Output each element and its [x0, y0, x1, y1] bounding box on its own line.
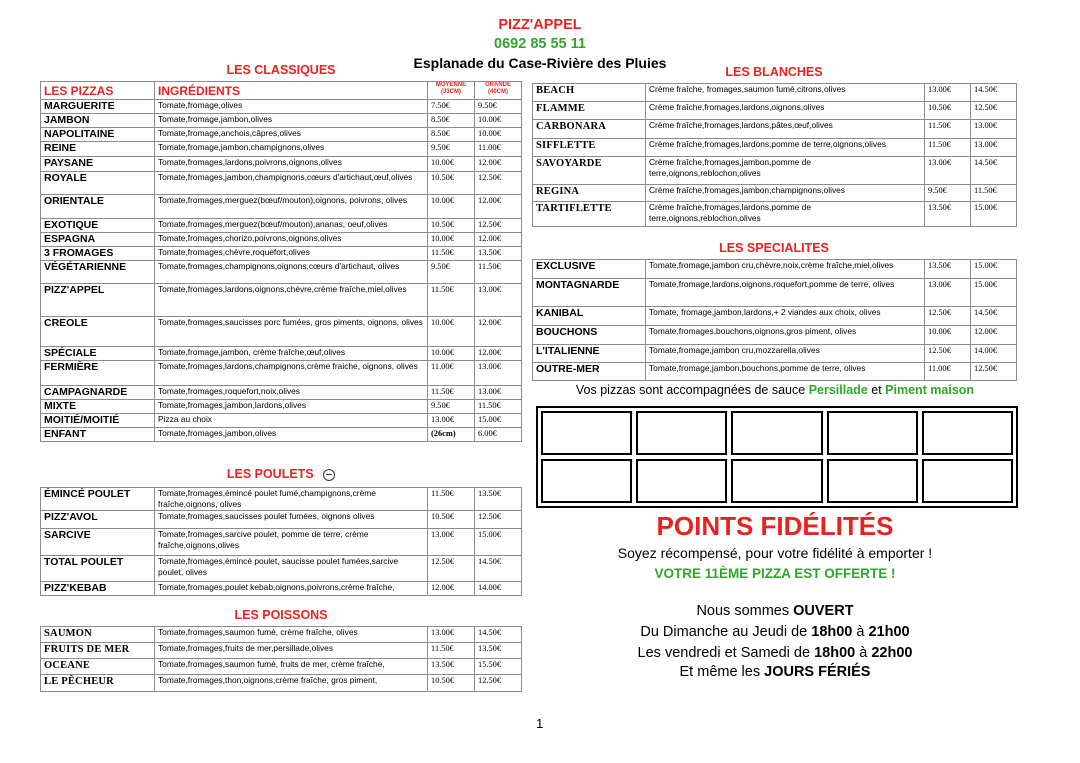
price-grande: 14.50€ — [971, 84, 1017, 102]
sauce-line — [520, 383, 1030, 397]
pizza-ingredients: Tomate,fromages,jambon,lardons,olives — [155, 400, 428, 414]
pizza-name: CAMPAGNARDE — [41, 386, 155, 400]
classiques-title: LES CLASSIQUES — [226, 63, 336, 77]
price-moyenne: 13.00€ — [428, 414, 475, 428]
pizza-ingredients: Tomate,fromages,roquefort,noix,olives — [155, 386, 428, 400]
price-grande: 9.50€ — [475, 100, 522, 114]
pizza-ingredients: Tomate,fromages,chorizo,poivrons,oignons,olives — [155, 233, 428, 247]
poissons-title: LES POISSONS — [234, 608, 328, 622]
price-moyenne: 11.50€ — [428, 488, 475, 511]
price-moyenne: 7.50€ — [428, 100, 475, 114]
menu-row — [533, 84, 1017, 102]
pizza-ingredients: Tomate,fromages,sarcive poulet, pomme de terre, crème fraîche,oignons,olives — [155, 529, 428, 556]
menu-row — [41, 386, 522, 400]
menu-row — [41, 347, 522, 361]
menu-row — [41, 643, 522, 659]
pizza-ingredients: Crème fraîche,fromages,lardons,pomme de terre,oignons,olives — [646, 139, 925, 157]
pizza-name: PAYSANE — [41, 157, 155, 172]
col-ingredients-header: INGRÉDIENTS — [155, 82, 428, 100]
price-moyenne: 12.50€ — [925, 307, 971, 326]
menu-row — [533, 279, 1017, 307]
specialites-title: LES SPECIALITES — [719, 241, 829, 255]
pizza-name: ROYALE — [41, 172, 155, 195]
pizza-name: OUTRE-MER — [533, 363, 646, 381]
pizza-name: FERMIÈRE — [41, 361, 155, 386]
pizza-name: SIFFLETTE — [533, 139, 646, 157]
pizza-ingredients: Tomate,fromage,jambon cru,chèvre,noix,crème fraîche,miel,olives — [646, 260, 925, 279]
pizza-ingredients: Tomate,fromages,fruits de mer,persillade,olives — [155, 643, 428, 659]
price-grande: 12.50€ — [475, 172, 522, 195]
price-moyenne: 13.50€ — [428, 659, 475, 675]
menu-row — [41, 317, 522, 347]
price-moyenne: 11.50€ — [925, 120, 971, 139]
fidelite-line1: Soyez récompensé, pour votre fidélité à emporter ! — [617, 545, 933, 561]
fidelite-line2: VOTRE 11ÈME PIZZA EST OFFERTE ! — [654, 566, 896, 581]
col-pizzas-header: LES PIZZAS — [41, 82, 155, 100]
sauce-piment: Piment maison — [885, 383, 975, 397]
price-moyenne: 9.50€ — [925, 185, 971, 202]
fidelite-title: POINTS FIDÉLITÉS — [656, 511, 894, 541]
pizza-ingredients: Crème fraîche,fromages,lardons,oignons,olives — [646, 102, 925, 120]
menu-row — [41, 247, 522, 261]
price-moyenne: 10.00€ — [428, 157, 475, 172]
poissons-table — [40, 626, 522, 692]
pizza-name: BEACH — [533, 84, 646, 102]
menu-row — [41, 659, 522, 675]
price-grande: 13.50€ — [475, 643, 522, 659]
price-grande: 15.00€ — [971, 260, 1017, 279]
pizza-ingredients: Tomate,fromage,olives — [155, 100, 428, 114]
price-moyenne: 12.50€ — [428, 556, 475, 582]
poulets-title-wrap — [40, 467, 522, 481]
menu-row — [41, 675, 522, 692]
menu-row — [41, 114, 522, 128]
loyalty-stamp-grid — [536, 406, 1018, 508]
pizza-name: SAVOYARDE — [533, 157, 646, 185]
stamp-box — [636, 411, 727, 455]
pizza-ingredients: Crème fraîche,fromages,lardons,pâtes,œuf,olives — [646, 120, 925, 139]
pizza-name: ENFANT — [41, 428, 155, 442]
price-grande: 11.50€ — [475, 261, 522, 284]
hours-line4: Et même les JOURS FÉRIÉS — [679, 664, 871, 680]
menu-row — [533, 185, 1017, 202]
pizza-ingredients: Tomate,fromages,saumon fumé, fruits de mer, crème fraîche, — [155, 659, 428, 675]
menu-row — [41, 556, 522, 582]
phone-number: 0692 85 55 11 — [494, 36, 586, 52]
stamp-box — [827, 411, 918, 455]
page-number: 1 — [536, 716, 544, 731]
menu-row — [41, 195, 522, 219]
pizza-name: NAPOLITAINE — [41, 128, 155, 142]
poulets-title: LES POULETS — [226, 467, 314, 481]
price-moyenne: 11.00€ — [925, 363, 971, 381]
sauce-prefix: Vos pizzas sont accompagnées de sauce — [575, 383, 809, 397]
price-moyenne: 13.50€ — [925, 260, 971, 279]
price-grande: 14.50€ — [475, 627, 522, 643]
price-moyenne: 11.50€ — [428, 643, 475, 659]
pizza-ingredients: Tomate,fromages,jambon,olives — [155, 428, 428, 442]
price-grande: 14.50€ — [971, 157, 1017, 185]
pizza-name: MIXTE — [41, 400, 155, 414]
price-grande: 15.00€ — [475, 414, 522, 428]
pizza-name: FRUITS DE MER — [41, 643, 155, 659]
price-grande: 12.00€ — [475, 195, 522, 219]
pizza-name: PIZZ'KEBAB — [41, 582, 155, 596]
pizza-ingredients: Tomate,fromages,saucisses poulet fumées, oignons olives — [155, 511, 428, 529]
pizza-name: ESPAGNA — [41, 233, 155, 247]
pizza-ingredients: Tomate,fromages,thon,oignons,crème fraîche, gros piment, — [155, 675, 428, 692]
price-grande: 12.00€ — [971, 326, 1017, 345]
pizza-name: TARTIFLETTE — [533, 202, 646, 227]
price-moyenne: 10.00€ — [428, 317, 475, 347]
pizza-ingredients: Tomate,fromage,jambon cru,mozzarella,olives — [646, 345, 925, 363]
menu-row — [41, 172, 522, 195]
price-moyenne: 13.00€ — [925, 157, 971, 185]
col-moyenne-header: MOYENNE (33CM) — [428, 82, 475, 100]
pizza-ingredients: Tomate,fromage,jambon,olives — [155, 114, 428, 128]
pizza-ingredients: Tomate,fromages,saumon fumé, crème fraîche, olives — [155, 627, 428, 643]
price-moyenne: 11.00€ — [428, 361, 475, 386]
hours-line3: Les vendredi et Samedi de 18h00 à 22h00 — [637, 645, 913, 661]
price-grande: 13.50€ — [475, 488, 522, 511]
pizza-ingredients: Crème fraîche,fromages,jambon,champignons,olives — [646, 185, 925, 202]
price-grande: 13.00€ — [971, 120, 1017, 139]
price-moyenne: 10.00€ — [428, 233, 475, 247]
price-moyenne: 10.00€ — [428, 195, 475, 219]
pizza-name: MARGUERITE — [41, 100, 155, 114]
stamp-box — [731, 411, 822, 455]
chicken-icon — [323, 469, 335, 481]
price-grande: 13.00€ — [475, 284, 522, 317]
price-moyenne: 12.00€ — [428, 582, 475, 596]
restaurant-name: PIZZ'APPEL — [498, 17, 582, 33]
pizza-name: ORIENTALE — [41, 195, 155, 219]
pizza-name: MONTAGNARDE — [533, 279, 646, 307]
price-grande: 14.00€ — [475, 582, 522, 596]
price-grande: 12.50€ — [971, 102, 1017, 120]
menu-row — [533, 120, 1017, 139]
menu-row — [41, 627, 522, 643]
sauce-et: et — [867, 383, 886, 397]
menu-row — [533, 307, 1017, 326]
menu-row — [41, 400, 522, 414]
menu-row — [41, 414, 522, 428]
price-moyenne: 11.50€ — [925, 139, 971, 157]
pizza-ingredients: Tomate,fromages,émincé poulet, saucisse poulet fumées,sarcive poulet, olives — [155, 556, 428, 582]
price-grande: 15.00€ — [971, 279, 1017, 307]
sauce-persillade: Persillade — [808, 383, 868, 397]
pizza-name: CREOLE — [41, 317, 155, 347]
price-moyenne: 10.50€ — [428, 511, 475, 529]
pizza-name: SARCIVE — [41, 529, 155, 556]
price-grande: 14.00€ — [971, 345, 1017, 363]
pizza-name: SPÉCIALE — [41, 347, 155, 361]
pizza-ingredients: Crème fraîche, fromages,saumon fumé,citrons,olives — [646, 84, 925, 102]
menu-row — [41, 219, 522, 233]
price-grande: 14.50€ — [971, 307, 1017, 326]
stamp-box — [922, 459, 1013, 503]
pizza-ingredients: Pizza au choix — [155, 414, 428, 428]
pizza-ingredients: Tomate,fromage,jambon,champignons,olives — [155, 142, 428, 157]
pizza-ingredients: Tomate,fromages,lardons,oignons,chèvre,crème fraîche,miel,olives — [155, 284, 428, 317]
pizza-name: KANIBAL — [533, 307, 646, 326]
price-moyenne: 13.50€ — [925, 202, 971, 227]
menu-row — [533, 260, 1017, 279]
pizza-name: REGINA — [533, 185, 646, 202]
pizza-name: OCEANE — [41, 659, 155, 675]
price-moyenne: 11.50€ — [428, 386, 475, 400]
pizza-name: EXOTIQUE — [41, 219, 155, 233]
pizza-ingredients: Tomate, fromage,jambon,lardons,+ 2 viandes aux choix, olives — [646, 307, 925, 326]
pizza-name: MOITIÉ/MOITIÉ — [41, 414, 155, 428]
price-grande: 12.00€ — [475, 317, 522, 347]
pizza-name: TOTAL POULET — [41, 556, 155, 582]
price-moyenne: 13.00€ — [925, 84, 971, 102]
price-grande: 10.00€ — [475, 128, 522, 142]
price-grande: 13.00€ — [971, 139, 1017, 157]
hours-line1: Nous sommes OUVERT — [696, 603, 854, 619]
menu-row — [41, 582, 522, 596]
pizza-name: REINE — [41, 142, 155, 157]
pizza-name: 3 FROMAGES — [41, 247, 155, 261]
price-grande: 13.50€ — [475, 247, 522, 261]
stamp-box — [636, 459, 727, 503]
price-moyenne: 9.50€ — [428, 400, 475, 414]
price-moyenne: 10.50€ — [428, 172, 475, 195]
stamp-box — [541, 459, 632, 503]
menu-row — [533, 326, 1017, 345]
price-grande: 13.00€ — [475, 361, 522, 386]
menu-row — [41, 488, 522, 511]
menu-row — [41, 361, 522, 386]
menu-row — [41, 157, 522, 172]
stamp-box — [541, 411, 632, 455]
price-moyenne: 8.50€ — [428, 114, 475, 128]
menu-row — [533, 202, 1017, 227]
pizza-name: JAMBON — [41, 114, 155, 128]
price-grande: 15.00€ — [475, 529, 522, 556]
pizza-ingredients: Tomate,fromage,jambon,bouchons,pomme de terre, olives — [646, 363, 925, 381]
price-moyenne: 10.00€ — [428, 347, 475, 361]
pizza-ingredients: Tomate,fromage,jambon, crème fraîche,œuf,olives — [155, 347, 428, 361]
pizza-ingredients: Tomate,fromages,lardons,poivrons,oignons,olives — [155, 157, 428, 172]
menu-row — [41, 100, 522, 114]
price-moyenne: 9.50€ — [428, 142, 475, 157]
menu-row — [41, 511, 522, 529]
pizza-ingredients: Tomate,fromages,émincé poulet fumé,champignons,crème fraîche,oignons, olives — [155, 488, 428, 511]
price-grande: 14.50€ — [475, 556, 522, 582]
blanches-table — [532, 83, 1017, 227]
price-grande: 12.00€ — [475, 157, 522, 172]
pizza-name: VÉGÉTARIENNE — [41, 261, 155, 284]
price-grande: 12.50€ — [971, 363, 1017, 381]
hours-line2: Du Dimanche au Jeudi de 18h00 à 21h00 — [640, 624, 910, 640]
stamp-box — [731, 459, 822, 503]
col-grande-header: GRANDE (40CM) — [475, 82, 522, 100]
stamp-box — [922, 411, 1013, 455]
menu-row — [41, 428, 522, 442]
blanches-title: LES BLANCHES — [725, 65, 823, 79]
pizza-ingredients: Tomate,fromages,lardons,champignons,crème fraiche, oignons, olives — [155, 361, 428, 386]
menu-row — [41, 233, 522, 247]
menu-row — [41, 284, 522, 317]
pizza-name: FLAMME — [533, 102, 646, 120]
pizza-ingredients: Tomate,fromage,anchois,câpres,olives — [155, 128, 428, 142]
price-moyenne: 13.00€ — [428, 627, 475, 643]
price-moyenne: 10.50€ — [925, 102, 971, 120]
menu-row — [41, 529, 522, 556]
pizza-name: ÉMINCÉ POULET — [41, 488, 155, 511]
menu-row — [41, 142, 522, 157]
menu-row — [533, 345, 1017, 363]
price-moyenne: 12.50€ — [925, 345, 971, 363]
price-grande: 11.50€ — [475, 400, 522, 414]
pizza-ingredients: Tomate,fromages,champignons,oignons,cœurs d'artichaut, olives — [155, 261, 428, 284]
price-grande: 12.50€ — [475, 675, 522, 692]
price-grande: 12.00€ — [475, 347, 522, 361]
pizza-ingredients: Tomate,fromages,chèvre,roquefort,olives — [155, 247, 428, 261]
price-grande: 12.00€ — [475, 233, 522, 247]
price-moyenne: 10.00€ — [925, 326, 971, 345]
poulets-table — [40, 487, 522, 596]
menu-row — [533, 157, 1017, 185]
pizza-ingredients: Tomate,fromages,saucisses porc fumées, gros piments, oignons, olives — [155, 317, 428, 347]
price-moyenne: 10.50€ — [428, 219, 475, 233]
pizza-ingredients: Tomate,fromages,jambon,champignons,cœurs d'artichaut,œuf,olives — [155, 172, 428, 195]
price-moyenne: 9.50€ — [428, 261, 475, 284]
menu-row — [41, 128, 522, 142]
pizza-ingredients: Tomate,fromages,merguez(bœuf/mouton),ananas, oeuf,olives — [155, 219, 428, 233]
pizza-name: L'ITALIENNE — [533, 345, 646, 363]
price-grande: 11.50€ — [971, 185, 1017, 202]
pizza-ingredients: Crème fraîche,fromages,lardons,pomme de terre,oignons,reblochon,olives — [646, 202, 925, 227]
classiques-table — [40, 81, 522, 442]
pizza-name: PIZZ'APPEL — [41, 284, 155, 317]
price-grande: 13.00€ — [475, 386, 522, 400]
price-grande: 15.00€ — [971, 202, 1017, 227]
pizza-ingredients: Tomate,fromages,poulet kebab,oignons,poivrons,crème fraîche, — [155, 582, 428, 596]
price-grande: 15.50€ — [475, 659, 522, 675]
price-moyenne: (26cm) — [428, 428, 475, 442]
price-grande: 6.00€ — [475, 428, 522, 442]
pizza-name: EXCLUSIVE — [533, 260, 646, 279]
price-grande: 12.50€ — [475, 219, 522, 233]
menu-row — [533, 363, 1017, 381]
pizza-ingredients: Tomate,fromages,merguez(bœuf/mouton),oignons, poivrons, olives — [155, 195, 428, 219]
pizza-name: SAUMON — [41, 627, 155, 643]
price-moyenne: 10.50€ — [428, 675, 475, 692]
specialites-table — [532, 259, 1017, 381]
price-grande: 12.50€ — [475, 511, 522, 529]
price-grande: 10.00€ — [475, 114, 522, 128]
menu-row — [41, 261, 522, 284]
pizza-name: BOUCHONS — [533, 326, 646, 345]
price-moyenne: 11.50€ — [428, 247, 475, 261]
price-moyenne: 13.00€ — [428, 529, 475, 556]
address: Esplanade du Case-Rivière des Pluies — [413, 55, 667, 71]
price-moyenne: 11.50€ — [428, 284, 475, 317]
price-moyenne: 13.00€ — [925, 279, 971, 307]
menu-row — [533, 102, 1017, 120]
stamp-box — [827, 459, 918, 503]
pizza-name: PIZZ'AVOL — [41, 511, 155, 529]
price-moyenne: 8.50€ — [428, 128, 475, 142]
pizza-ingredients: Crème fraîche,fromages,jambon,pomme de terre,oignons,reblochon,olives — [646, 157, 925, 185]
pizza-name: LE PÊCHEUR — [41, 675, 155, 692]
menu-row — [533, 139, 1017, 157]
pizza-name: CARBONARA — [533, 120, 646, 139]
pizza-ingredients: Tomate,fromage,lardons,oignons,roquefort,pomme de terre, olives — [646, 279, 925, 307]
price-grande: 11.00€ — [475, 142, 522, 157]
pizza-ingredients: Tomate,fromages,bouchons,oignons,gros piment, olives — [646, 326, 925, 345]
